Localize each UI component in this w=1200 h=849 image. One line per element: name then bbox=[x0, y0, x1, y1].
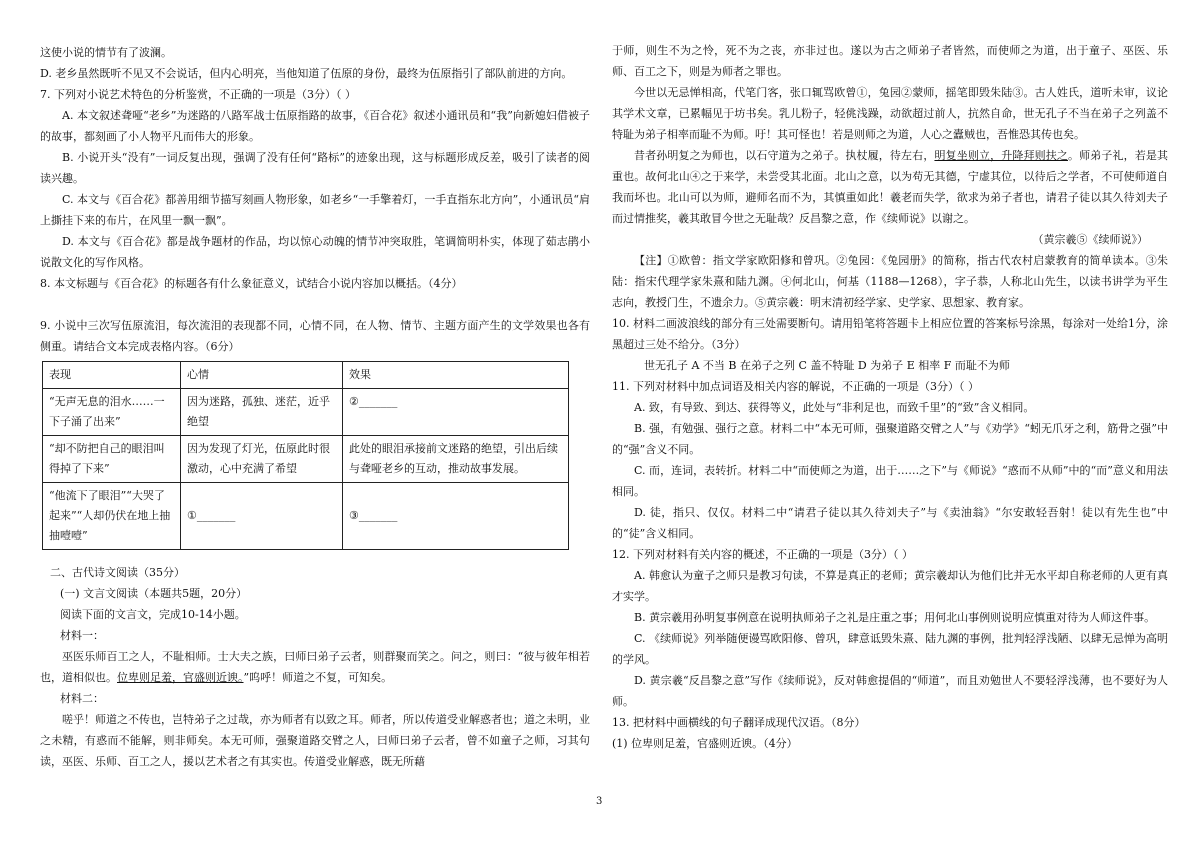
option-a: A. 本文叙述聋哑“老乡”为迷路的八路军战士伍原指路的故事，《百合花》叙述小通讯员和“我”向新媳妇借被子的故事，都刻画了小人物平凡而伟大的形象。 bbox=[40, 109, 590, 143]
spacer bbox=[40, 550, 590, 562]
table-cell: 因为发现了灯光，伍原此时很激动，心中充满了希望 bbox=[181, 436, 343, 483]
material-1-text: 巫医乐师百工之人，不耻相师。士大夫之族，曰师曰弟子云者，则群聚而笑之。问之，则曰：“彼与彼年相若也，道相似也。位卑则足羞，官盛则近谀。”呜呼！师道之不复，可知矣。 bbox=[40, 650, 590, 684]
sentence-break-options: 世无孔子 A 不当 B 在弟子之列 C 盖不特耻 D 为弟子 E 相率 F 而耻不为师 bbox=[644, 359, 1010, 372]
page-number: 3 bbox=[596, 796, 603, 807]
annotation: 【注】①欧曾：指文学家欧阳修和曾巩。②兔园：《兔园册》的简称，指古代农村启蒙教育的简单读本。③朱陆：指宋代理学家朱熹和陆九渊。④何北山，何基（1188—1268），字子恭，人称北山先生，以读书讲学为平生志向，教授门生，不遗余力。⑤黄宗羲：明末清初经学家、史学家、思想家、教育家。 bbox=[612, 254, 1168, 309]
material-label: 材料一： bbox=[60, 629, 104, 642]
material-label: 材料二： bbox=[60, 692, 104, 705]
option-a: A. 韩愈认为童子之师只是教习句读，不算是真正的老师；黄宗羲却认为他们比并无水平却自称老师的人更有真才实学。 bbox=[612, 569, 1168, 603]
material-2-text: 昔者孙明复之为师也，以石守道为之弟子。执杖履，待左右，明复坐则立，升降拜则扶之。师弟子礼，若是其重也。故何北山④之于来学，未尝受其北面。北山之意，以为苟无其德，宁虚其位，以待后之学者，不可使师道自我而坏也。北山可以为师，避师名而不为，其慎重如此！羲老而失学，欲求为弟子者也，请君子徒以其久待刘夫子而过情推奖，羲其敢冒今世之无耻哉？反昌黎之意，作《续师说》以谢之。 bbox=[612, 149, 1169, 225]
subsection-heading: (一) 文言文阅读（本题共5题，20分） bbox=[60, 587, 248, 600]
option-d: D. 黄宗羲“反昌黎之意”写作《续师说》，反对韩愈提倡的“师道”，而且劝勉世人不要轻浮浅薄，也不要好为人师。 bbox=[612, 674, 1168, 708]
table-header: 表现 bbox=[43, 362, 181, 389]
source: （黄宗羲⑤《续师说》） bbox=[1032, 233, 1148, 246]
question-13: 13. 把材料中画横线的句子翻译成现代汉语。（8分） bbox=[612, 716, 866, 729]
table-row bbox=[43, 436, 569, 483]
right-column bbox=[612, 40, 1168, 754]
table-cell: 此处的眼泪承接前文迷路的绝望，引出后续与聋哑老乡的互动，推动故事发展。 bbox=[343, 436, 569, 483]
answer-space bbox=[40, 294, 590, 315]
table-cell: 因为迷路，孤独、迷茫，近乎绝望 bbox=[181, 389, 343, 436]
material-2-text: 嗟乎！师道之不传也，岂特弟子之过哉，亦为师者有以致之耳。师者，所以传道受业解惑者也；道之未明，业之未精，有惑而不能解，则非师矣。本无可师，强聚道路交臂之人，曰师曰弟子云者，曾不如童子之师，习其句读，巫医、乐师、百工之人，援以艺术者之有其实也。传道受业解惑，既无所藉 bbox=[40, 713, 590, 768]
left-column bbox=[40, 42, 590, 772]
table-row bbox=[43, 483, 569, 550]
option-b: B. 强，有勉强、强行之意。材料二中“本无可师，强聚道路交臂之人”与《劝学》“蚓无爪牙之利，筋骨之强”中的“强”含义不同。 bbox=[612, 422, 1168, 456]
table-cell: “却不防把自己的眼泪叫得掉了下来” bbox=[43, 436, 181, 483]
option-b: B. 黄宗羲用孙明复事例意在说明执师弟子之礼是庄重之事；用何北山事例则说明应慎重对待为人师这件事。 bbox=[634, 611, 1156, 624]
option-d: D. 徒，指只、仅仅。材料二中“请君子徒以其久待刘夫子”与《卖油翁》“尔安敢轻吾射！徒以有先生也”中的“徒”含义相同。 bbox=[612, 506, 1168, 540]
table-header-row bbox=[43, 362, 569, 389]
text-line: 这使小说的情节有了波澜。 bbox=[40, 46, 172, 59]
question-7: 7. 下列对小说艺术特色的分析鉴赏，不正确的一项是（3分）（ ） bbox=[40, 88, 356, 101]
option-d: D. 本文与《百合花》都是战争题材的作品，均以惊心动魄的情节冲突取胜，笔调简明朴实，体现了茹志鹃小说散文化的写作风格。 bbox=[40, 235, 590, 269]
section-heading: 二、古代诗文阅读（35分） bbox=[50, 566, 185, 579]
answer-table bbox=[42, 361, 569, 550]
table-header: 效果 bbox=[343, 362, 569, 389]
option-b: B. 小说开头“没有”一词反复出现，强调了没有任何“路标”的迹象出现，这与标题形成反差，吸引了读者的阅读兴趣。 bbox=[40, 151, 590, 185]
material-2-text: 今世以无忌惮相高，代笔门客，张口辄骂欧曾①，兔园②蒙师，摇笔即毁朱陆③。古人姓氏，道听未审，议论其学术文章，已累幅见于坊书矣。乳儿粉子，轻佻浅躁，动欲超过前人，抗然自命，世无孔子不当在弟子之列盖不特耻为弟子相率而耻不为师。吁！其可怪也！若是则师之为道，人心之蠹贼也，吾惟恐其传也矣。 bbox=[612, 86, 1168, 141]
question-9: 9. 小说中三次写伍原流泪，每次流泪的表现都不同，心情不同，在人物、情节、主题方面产生的文学效果也各有侧重。请结合文本完成表格内容。（6分） bbox=[40, 319, 590, 353]
material-2-text: 于师，则生不为之怜，死不为之丧，亦非过也。遂以为古之师弟子者皆然，而使师之为道，出于童子、巫医、乐师、百工之下，则是为师者之罪也。 bbox=[612, 44, 1168, 78]
option-c: C. 本文与《百合花》都善用细节描写刻画人物形象，如老乡“一手擎着灯，一手直指东北方向”，小通讯员“肩上撕挂下来的布片，在风里一飘一飘”。 bbox=[40, 193, 590, 227]
underlined-sentence: 位卑则足羞，官盛则近谀。 bbox=[117, 671, 244, 684]
question-12: 12. 下列对材料有关内容的概述，不正确的一项是（3分）（ ） bbox=[612, 548, 913, 561]
table-cell: ①_______ bbox=[181, 483, 343, 550]
option-c: C. 而，连词，表转折。材料二中“而使师之为道，出于……之下”与《师说》“惑而不从师”中的“而”意义和用法相同。 bbox=[612, 464, 1168, 498]
question-13-part-1: (1) 位卑则足羞，官盛则近谀。（4分） bbox=[612, 737, 798, 750]
option-d: D. 老乡虽然既听不见又不会说话，但内心明亮，当他知道了伍原的身份，最终为伍原指引了部队前进的方向。 bbox=[40, 67, 573, 80]
table-header: 心情 bbox=[181, 362, 343, 389]
option-c: C. 《续师说》列举随便谩骂欧阳修、曾巩，肆意诋毁朱熹、陆九渊的事例，批判轻浮浅陋、以肆无忌惮为高明的学风。 bbox=[612, 632, 1168, 666]
question-11: 11. 下列对材料中加点词语及相关内容的解说，不正确的一项是（3分）（ ） bbox=[612, 380, 979, 393]
table-cell: ③_______ bbox=[343, 483, 569, 550]
instruction: 阅读下面的文言文，完成10-14小题。 bbox=[60, 608, 246, 621]
table-row bbox=[43, 389, 569, 436]
underlined-sentence: 明复坐则立，升降拜则扶之 bbox=[934, 149, 1068, 162]
table-cell: “他流下了眼泪”“大哭了起来”“人却仍伏在地上抽抽噎噎” bbox=[43, 483, 181, 550]
table-cell: “无声无息的泪水……一下子涌了出来” bbox=[43, 389, 181, 436]
question-10: 10. 材料二画波浪线的部分有三处需要断句。请用铅笔将答题卡上相应位置的答案标号涂黑，每涂对一处给1分，涂黑超过三处不给分。（3分） bbox=[612, 317, 1168, 351]
table-cell: ②_______ bbox=[343, 389, 569, 436]
option-a: A. 致，有导致、到达、获得等义，此处与“非利足也，而致千里”的“致”含义相同。 bbox=[634, 401, 1035, 414]
question-8: 8. 本文标题与《百合花》的标题各有什么象征意义，试结合小说内容加以概括。（4分） bbox=[40, 277, 463, 290]
